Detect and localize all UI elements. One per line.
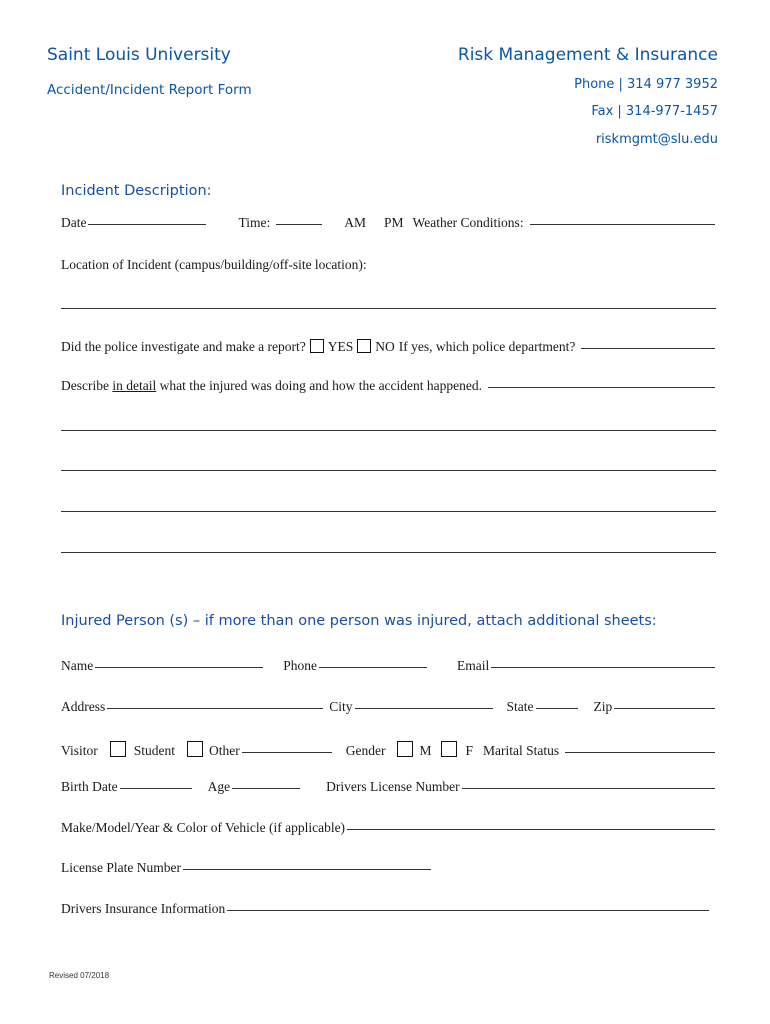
email-label: Email: [456, 658, 490, 673]
visitor-row: [61, 739, 717, 759]
name-field[interactable]: [95, 667, 263, 668]
time-field[interactable]: [276, 224, 322, 225]
other-label: Other: [208, 743, 240, 758]
marital-label: Marital Status: [482, 743, 560, 758]
state-field[interactable]: [536, 708, 578, 709]
phone-number: Phone | 314 977 3952: [574, 77, 718, 92]
phone-label: Phone: [283, 658, 317, 673]
student-checkbox[interactable]: [187, 741, 203, 757]
describe-field[interactable]: [488, 387, 715, 388]
fax-number: Fax | 314-977-1457: [591, 104, 718, 119]
age-field[interactable]: [232, 788, 300, 789]
vehicle-field[interactable]: [347, 829, 715, 830]
student-label: Student: [133, 743, 175, 758]
gender-f-checkbox[interactable]: [441, 741, 457, 757]
email-field[interactable]: [491, 667, 715, 668]
describe-emphasis: in detail: [112, 378, 157, 393]
birthdate-row: [61, 779, 717, 795]
weather-label: Weather Conditions:: [412, 215, 524, 230]
gender-label: Gender: [345, 743, 386, 758]
describe-line-4[interactable]: [61, 552, 716, 553]
date-label: Date: [61, 215, 87, 230]
address-field[interactable]: [107, 708, 323, 709]
marital-field[interactable]: [565, 752, 715, 753]
email-address: riskmgmt@slu.edu: [595, 132, 718, 147]
gender-m-label: M: [419, 743, 432, 758]
name-label: Name: [61, 658, 94, 673]
plate-row: [61, 860, 433, 876]
dl-number-label: Drivers License Number: [326, 779, 460, 794]
address-label: Address: [61, 699, 106, 714]
police-row: [61, 337, 717, 355]
pm-label: PM: [384, 215, 404, 230]
form-title: Accident/Incident Report Form: [47, 82, 252, 98]
describe-suffix: what the injured was doing and how the accident happened.: [156, 378, 483, 393]
other-field[interactable]: [242, 752, 332, 753]
police-dept-label: If yes, which police department?: [398, 339, 576, 354]
dl-number-field[interactable]: [462, 788, 715, 789]
birth-date-field[interactable]: [120, 788, 192, 789]
police-no-label: NO: [375, 339, 395, 354]
date-time-row: [61, 215, 717, 231]
age-label: Age: [207, 779, 231, 794]
time-label: Time:: [238, 215, 271, 230]
describe-line-1[interactable]: [61, 430, 716, 431]
location-field[interactable]: [61, 308, 716, 309]
weather-field[interactable]: [530, 224, 715, 225]
birth-date-label: Birth Date: [61, 779, 118, 794]
police-yes-checkbox[interactable]: [310, 339, 324, 353]
phone-field[interactable]: [319, 667, 427, 668]
police-no-checkbox[interactable]: [357, 339, 371, 353]
describe-prefix: Describe: [61, 378, 113, 393]
describe-line-3[interactable]: [61, 511, 716, 512]
date-field[interactable]: [88, 224, 206, 225]
university-name: Saint Louis University: [47, 45, 231, 65]
vehicle-label: Make/Model/Year & Color of Vehicle (if applicable): [61, 820, 346, 835]
visitor-checkbox[interactable]: [110, 741, 126, 757]
address-row: [61, 699, 717, 715]
city-field[interactable]: [355, 708, 493, 709]
plate-label: License Plate Number: [61, 860, 181, 875]
visitor-label: Visitor: [61, 743, 98, 758]
zip-field[interactable]: [614, 708, 715, 709]
zip-label: Zip: [593, 699, 613, 714]
location-label: Location of Incident (campus/building/off-site location):: [61, 257, 367, 272]
incident-heading: Incident Description:: [61, 183, 212, 199]
vehicle-row: [61, 820, 717, 836]
describe-line-2[interactable]: [61, 470, 716, 471]
plate-field[interactable]: [183, 869, 431, 870]
state-label: State: [506, 699, 534, 714]
gender-f-label: F: [465, 743, 473, 758]
insurance-row: [61, 901, 711, 917]
police-dept-field[interactable]: [581, 348, 715, 349]
name-row: [61, 658, 717, 674]
city-label: City: [329, 699, 353, 714]
insurance-field[interactable]: [227, 910, 709, 911]
insurance-label: Drivers Insurance Information: [61, 901, 226, 916]
department-name: Risk Management & Insurance: [457, 45, 718, 65]
am-label: AM: [344, 215, 367, 230]
police-question: Did the police investigate and make a report?: [61, 339, 306, 354]
gender-m-checkbox[interactable]: [397, 741, 413, 757]
describe-row: [61, 378, 717, 394]
revised-date: Revised 07/2018: [49, 971, 110, 980]
injured-heading: Injured Person (s) – if more than one person was injured, attach additional sheets:: [61, 613, 657, 629]
police-yes-label: YES: [327, 339, 354, 354]
